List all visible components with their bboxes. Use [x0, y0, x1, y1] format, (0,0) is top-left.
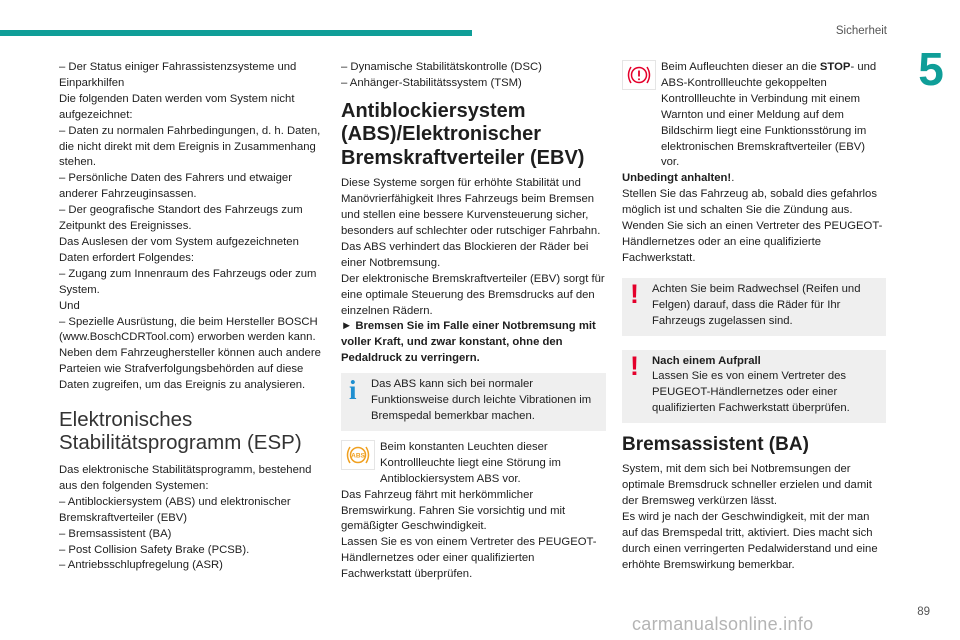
list-item: – Antiblockiersystem (ABS) und elektronischer Bremskraftverteiler (EBV) [59, 495, 291, 524]
paragraph: – Der geografische Standort des Fahrzeugs zum Zeitpunkt des Ereignisses. [59, 204, 303, 233]
section-title: Sicherheit [835, 25, 887, 37]
list-item: – Bremsassistent (BA) [59, 527, 172, 540]
paragraph: – Persönliche Daten des Fahrers und etwaiger anderer Fahrzeuginsassen. [59, 172, 292, 201]
list-item: – Dynamische Stabilitätskontrolle (DSC) [341, 61, 542, 73]
paragraph: – Zugang zum Innenraum des Fahrzeugs oder zum System. [59, 267, 317, 296]
info-text: Das ABS kann sich bei normaler Funktionsweise durch leichte Vibrationen im Bremspedal bemerkbar machen. [371, 378, 592, 422]
abs-icon-label: ABS [351, 452, 365, 460]
paragraph: Die folgenden Daten werden vom System nicht aufgezeichnet: [59, 92, 295, 121]
ba-heading: Bremsassistent (BA) [622, 434, 809, 456]
warning-title: Nach einem Aufprall [652, 354, 761, 367]
warning-text: Lassen Sie es von einem Vertreter des PEUGEOT-Händlernetzes oder einer qualifizierten Fachwerkstatt überprüfen. [652, 370, 850, 415]
paragraph: Es wird je nach der Geschwindigkeit, mit der man auf das Bremspedal tritt, aktiviert. Dies macht sich durch einen verringerten Pedalwiderstand und eine erhöhte Bremswirkung bemerkbar. [622, 510, 878, 571]
paragraph: Beim konstanten Leuchten dieser Kontrollleuchte liegt eine Störung im Antiblockiersystem ABS vor. [380, 440, 561, 485]
paragraph: Und [59, 299, 80, 312]
warning-icon: ! [630, 350, 639, 381]
column-3 [622, 60, 886, 573]
paragraph: – Der Status einiger Fahrassistenzsysteme und Einparkhilfen [59, 61, 297, 89]
paragraph: System, mit dem sich bei Notbremsungen der optimale Bremsdruck schneller erzielen und damit der Bremsweg verkürzen lässt. [622, 463, 872, 507]
paragraph: Das Auslesen der vom System aufgezeichneten Daten erfordert Folgendes: [59, 235, 299, 264]
paragraph: Wenden Sie sich an einen Vertreter des PEUGEOT-Händlernetzes oder an eine qualifizierte Fachwerkstatt. [622, 220, 883, 264]
list-item: – Anhänger-Stabilitätssystem (TSM) [341, 76, 522, 89]
warning-icon: ! [630, 278, 639, 309]
paragraph: Diese Systeme sorgen für erhöhte Stabilität und Manövrierfähigkeit Ihres Fahrzeugs beim Bremsen und stellen eine bessere Kurvensteuerung sicher, besonders auf schlechter oder rutschiger Fahrbahn. [341, 177, 601, 238]
paragraph: Unbedingt anhalten!. [622, 172, 735, 185]
column-1 [59, 60, 327, 574]
info-box [341, 373, 606, 431]
list-item: – Antriebsschlupfregelung (ASR) [59, 559, 223, 572]
paragraph: Neben dem Fahrzeughersteller können auch andere Parteien wie Strafverfolgungsbehörden auf diese Daten zugreifen, um das Ereignis zu analysieren. [59, 347, 321, 392]
warning-box-wheel [622, 278, 886, 336]
paragraph: – Spezielle Ausrüstung, die beim Hersteller BOSCH (www.BoschCDRTool.com) erworben werden kann. [59, 315, 318, 344]
stop-emphasis: Unbedingt anhalten! [622, 172, 732, 185]
abs-warning-block [341, 440, 606, 488]
watermark: carmanualsonline.info [632, 614, 814, 634]
info-icon: i [349, 375, 357, 406]
paragraph: Das elektronische Stabilitätsprogramm, bestehend aus den folgenden Systemen: [59, 464, 312, 492]
column-2 [341, 60, 606, 583]
paragraph: Lassen Sie es von einem Vertreter des PEUGEOT-Händlernetzes oder einer qualifizierten Fachwerkstatt überprüfen. [341, 536, 597, 581]
brake-warning-block [622, 60, 886, 171]
list-item: – Post Collision Safety Brake (PCSB). [59, 543, 250, 556]
page-number: 89 [917, 606, 930, 618]
paragraph: Der elektronische Bremskraftverteiler (EBV) sorgt für eine optimale Steuerung des Bremsdrucks auf den einzelnen Rädern. [341, 272, 605, 317]
stop-word: STOP [819, 61, 851, 73]
paragraph: Beim Aufleuchten dieser an die STOP- und ABS-Kontrollleuchte gekoppelten Kontrollleuchte in Verbindung mit einem Warnton und einer Meldung auf dem Bildschirm liegt eine Funktionsstörung im elektronischen Bremskraftverteiler (EBV) vor. [661, 61, 877, 169]
abs-heading: Antiblockiersystem (ABS)/Elektronischer Bremskraftverteiler (EBV) [341, 99, 585, 169]
esp-heading: Elektronisches Stabilitätsprogramm (ESP) [59, 408, 302, 455]
warning-box-collision [622, 350, 886, 424]
abs-warning-light-icon [341, 440, 375, 470]
paragraph: – Daten zu normalen Fahrbedingungen, d. h. Daten, die nicht direkt mit dem Ereignis in Zusammenhang stehen. [59, 124, 321, 169]
paragraph: Das Fahrzeug fährt mit herkömmlicher Bremswirkung. Fahren Sie vorsichtig und mit gemäßigter Geschwindigkeit. [341, 488, 566, 533]
chapter-number: 5 [918, 43, 944, 95]
header-accent-bar [0, 30, 472, 36]
warning-text: Achten Sie beim Radwechsel (Reifen und Felgen) darauf, dass die Räder für Ihr Fahrzeugs zugelassen sind. [652, 282, 861, 327]
paragraph: Stellen Sie das Fahrzeug ab, sobald dies gefahrlos möglich ist und schalten Sie die Zündung aus. [622, 188, 877, 217]
instruction: ► Bremsen Sie im Falle einer Notbremsung mit voller Kraft, und zwar konstant, ohne den Pedaldruck zu verringern. [341, 320, 596, 365]
brake-warning-light-icon [622, 60, 656, 90]
paragraph: Das ABS verhindert das Blockieren der Räder bei einer Notbremsung. [341, 240, 589, 269]
